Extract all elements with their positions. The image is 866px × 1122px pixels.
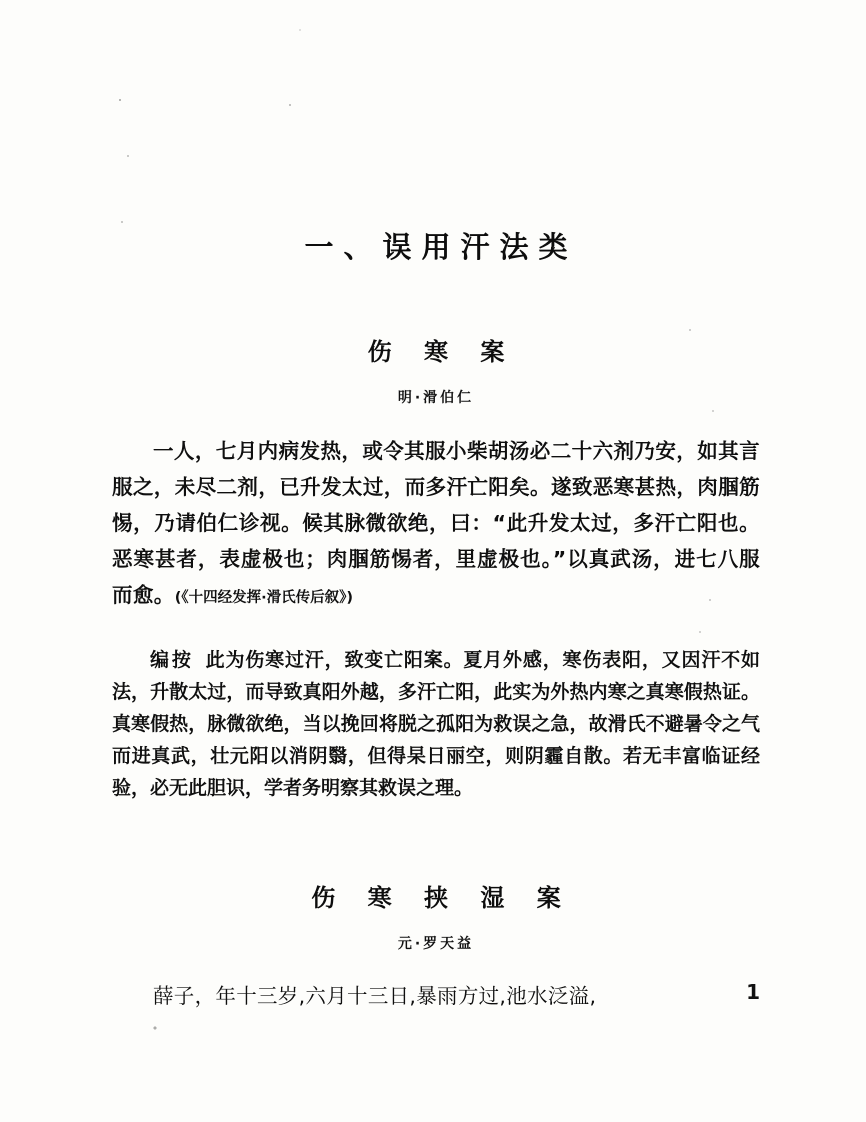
section-attribution-shanghan-jiashi-an: 元·罗天益: [397, 935, 475, 952]
commentary-text: 此为伤寒过汗，致变亡阳案。夏月外感，寒伤表阳，又因汗不如法，升散太过，而导致真阳外越，多汗亡阳，此实为外热内寒之真寒假热证。真寒假热，脉微欲绝，当以挽回将脱之孤阳为救误之急，故滑氏不避暑令之气而进真武，壮元阳以消阴翳，但得杲日丽空，则阴霾自散。若无丰富临证经验，必无此胆识，学者务明察其救误之理。: [112, 648, 760, 799]
commentary-lead-label: 编按: [150, 648, 194, 671]
section-title-shanghan-jiashi-an: 伤 寒 挟 湿 案: [311, 883, 573, 912]
section-title-shanghan-an: 伤 寒 案: [367, 338, 517, 366]
chapter-title: 一、误用汗法类: [304, 230, 578, 264]
case-body-paragraph-second: 薛子，年十三岁,六月十三日,暴雨方过,池水泛溢,: [153, 983, 597, 1008]
case-source-citation: (《十四经发挥·滑氏传后叙》): [174, 589, 353, 606]
page-content: [112, 0, 760, 1033]
case-body-text: 一人，七月内病发热，或令其服小柴胡汤必二十六剂乃安，如其言服之，未尽二剂，已升发太过，而多汗亡阳矣。遂致恶寒甚热，肉腘筋惕，乃请伯仁诊视。候其脉微欲绝，曰：“此升发太过，多汗亡阳也。恶寒甚者，表虚极也；肉腘筋惕者，里虚极也。”以真武汤，进七八服而愈。: [112, 438, 760, 607]
commentary-paragraph: [112, 644, 760, 804]
case-body-paragraph: [112, 433, 760, 616]
section-attribution-shanghan-an: 明·滑伯仁: [397, 389, 475, 406]
page-number: 1: [746, 980, 760, 1004]
